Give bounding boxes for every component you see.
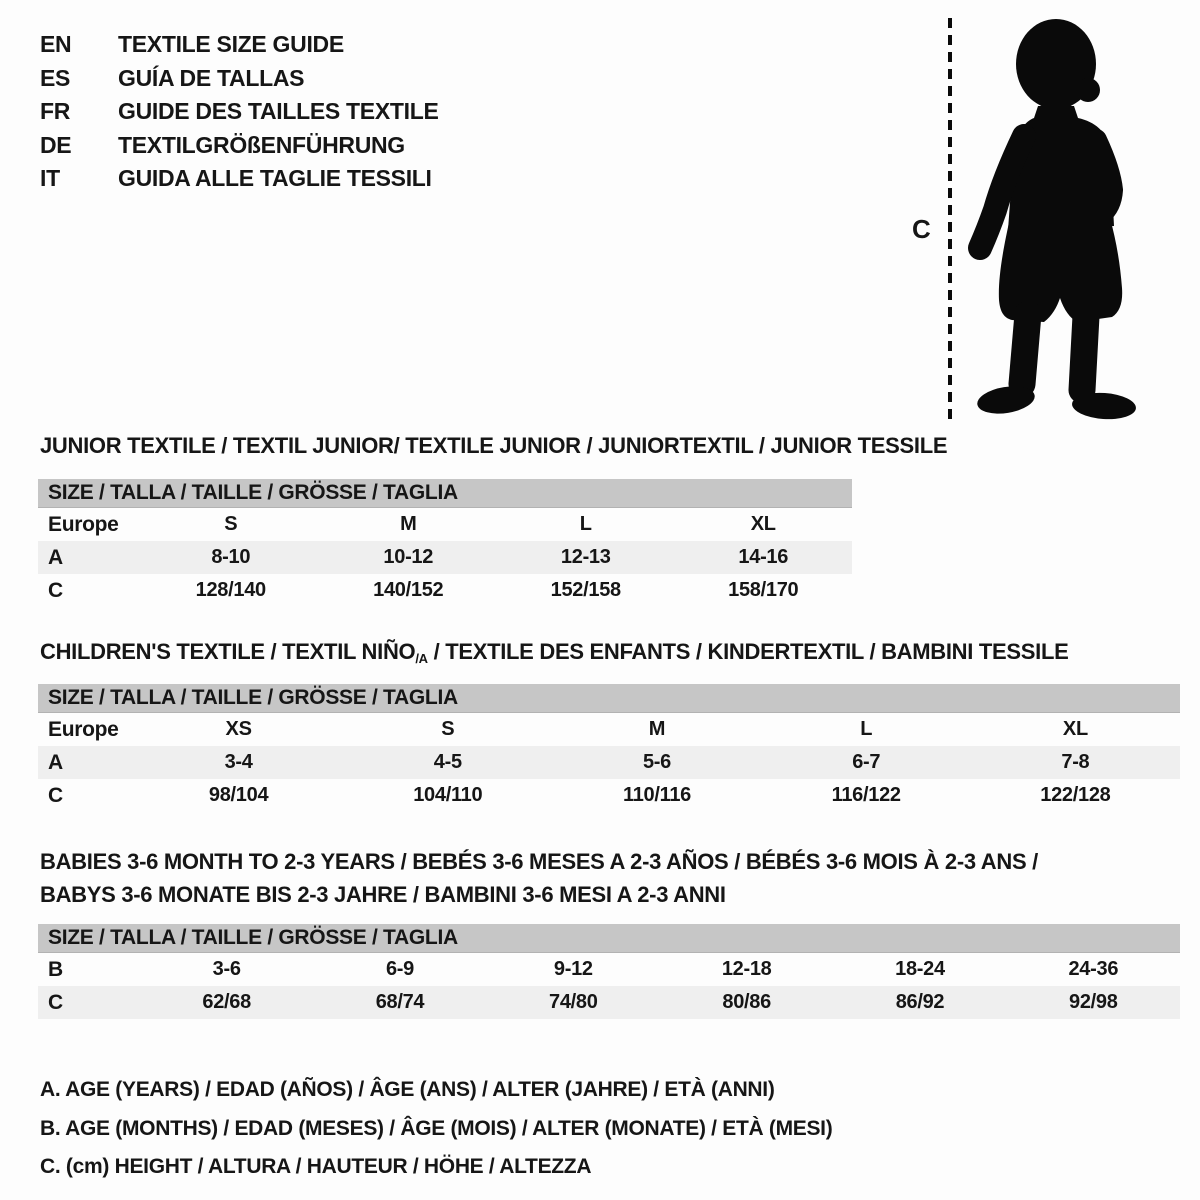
table-row [38,574,852,607]
cell: 12-13 [560,546,611,568]
children-size-table [38,684,1180,812]
lang-code-en: EN [40,31,72,58]
children-size-header-bar [38,684,1180,713]
row-label: Europe [48,717,119,741]
cell: 110/116 [622,784,691,806]
cell: M [400,513,417,535]
table-row [38,508,852,541]
cell: 152/158 [550,579,621,601]
cell: 158/170 [728,579,799,601]
row-label: C [48,783,63,807]
height-measure-label: C [912,214,931,244]
cell: 104/110 [413,784,483,806]
children-title-post: / TEXTILE DES ENFANTS / KINDERTEXTIL / BAMBINI TESSILE [427,639,1069,664]
table-row [38,953,1180,986]
cell: 74/80 [549,991,598,1013]
junior-section-title: JUNIOR TEXTILE / TEXTIL JUNIOR/ TEXTILE JUNIOR / JUNIORTEXTIL / JUNIOR TESSILE [40,433,948,458]
footnote-b: B. AGE (MONTHS) / EDAD (MESES) / ÂGE (MOIS) / ALTER (MONATE) / ETÀ (MESI) [40,1116,833,1140]
cell: 5-6 [642,751,671,773]
lang-code-es: ES [40,64,71,91]
children-size-header-text: SIZE / TALLA / TAILLE / GRÖSSE / TAGLIA [48,686,458,709]
lang-code-de: DE [40,131,72,158]
row-label: A [48,545,63,569]
cell: 80/86 [722,991,771,1013]
cell: 116/122 [831,784,901,806]
babies-size-table [38,924,1180,1019]
height-measure-line [946,14,954,424]
row-label: C [48,990,63,1014]
cell: 62/68 [202,991,251,1013]
lang-code-it: IT [40,165,60,192]
cell: XL [750,513,776,535]
lang-label-es: GUÍA DE TALLAS [118,64,305,91]
lang-label-it: GUIDA ALLE TAGLIE TESSILI [118,165,432,192]
lang-label-de: TEXTILGRÖßENFÜHRUNG [118,131,405,158]
children-title-pre: CHILDREN'S TEXTILE / TEXTIL NIÑO [40,639,416,664]
table-row [38,713,1180,746]
cell: 7-8 [1061,751,1090,773]
row-label: A [48,750,63,774]
lang-row-es [40,62,439,96]
language-title-block [40,28,439,196]
row-label: C [48,578,63,602]
cell: S [224,513,238,535]
cell: 6-9 [385,958,414,980]
children-section-title [40,639,1068,666]
lang-label-en: TEXTILE SIZE GUIDE [118,31,344,58]
cell: S [441,718,455,740]
cell: 6-7 [852,751,881,773]
toddler-silhouette-icon [962,18,1147,420]
table-row [38,746,1180,779]
cell: 68/74 [375,991,425,1013]
cell: 9-12 [553,958,593,980]
table-row [38,986,1180,1019]
lang-label-fr: GUIDE DES TAILLES TEXTILE [118,98,439,125]
footnote-c: C. (cm) HEIGHT / ALTURA / HAUTEUR / HÖHE / ALTEZZA [40,1155,592,1179]
babies-size-header-bar [38,924,1180,953]
cell: 3-4 [224,751,253,773]
junior-size-header-bar [38,479,852,508]
cell: 10-12 [383,546,434,568]
cell: 14-16 [738,546,789,568]
footnote-a: A. AGE (YEARS) / EDAD (AÑOS) / ÂGE (ANS) / ALTER (JAHRE) / ETÀ (ANNI) [40,1078,775,1102]
babies-size-header-text: SIZE / TALLA / TAILLE / GRÖSSE / TAGLIA [48,926,458,949]
cell: 92/98 [1069,991,1118,1013]
cell: 86/92 [895,991,945,1013]
cell: 12-18 [721,958,772,980]
lang-row-fr [40,95,439,129]
cell: 122/128 [1040,784,1111,806]
junior-size-table [38,479,852,607]
lang-code-fr: FR [40,98,71,125]
row-label: B [48,957,63,981]
cell: 98/104 [208,784,269,806]
lang-row-en [40,28,439,62]
cell: 18-24 [895,958,945,980]
junior-size-header-text: SIZE / TALLA / TAILLE / GRÖSSE / TAGLIA [48,481,458,504]
babies-section-title-line1: BABIES 3-6 MONTH TO 2-3 YEARS / BEBÉS 3-6 MESES A 2-3 AÑOS / BÉBÉS 3-6 MOIS À 2-3 ANS / [40,849,1038,874]
babies-section-title-line2: BABYS 3-6 MONATE BIS 2-3 JAHRE / BAMBINI 3-6 MESI A 2-3 ANNI [40,882,726,907]
cell: L [860,718,873,740]
cell: L [579,513,592,535]
children-title-sub: /A [415,651,428,666]
cell: 128/140 [195,579,266,601]
row-label: Europe [48,512,119,536]
legend-footnotes [40,1071,832,1187]
table-row [38,541,852,574]
cell: 140/152 [373,579,444,601]
cell: XL [1062,718,1088,740]
cell: 24-36 [1068,958,1119,980]
cell: M [648,718,666,740]
lang-row-de [40,129,439,163]
cell: 3-6 [212,958,241,980]
cell: XS [225,718,252,740]
table-row [38,779,1180,812]
cell: 8-10 [211,546,251,568]
cell: 4-5 [433,751,462,773]
lang-row-it [40,162,439,196]
